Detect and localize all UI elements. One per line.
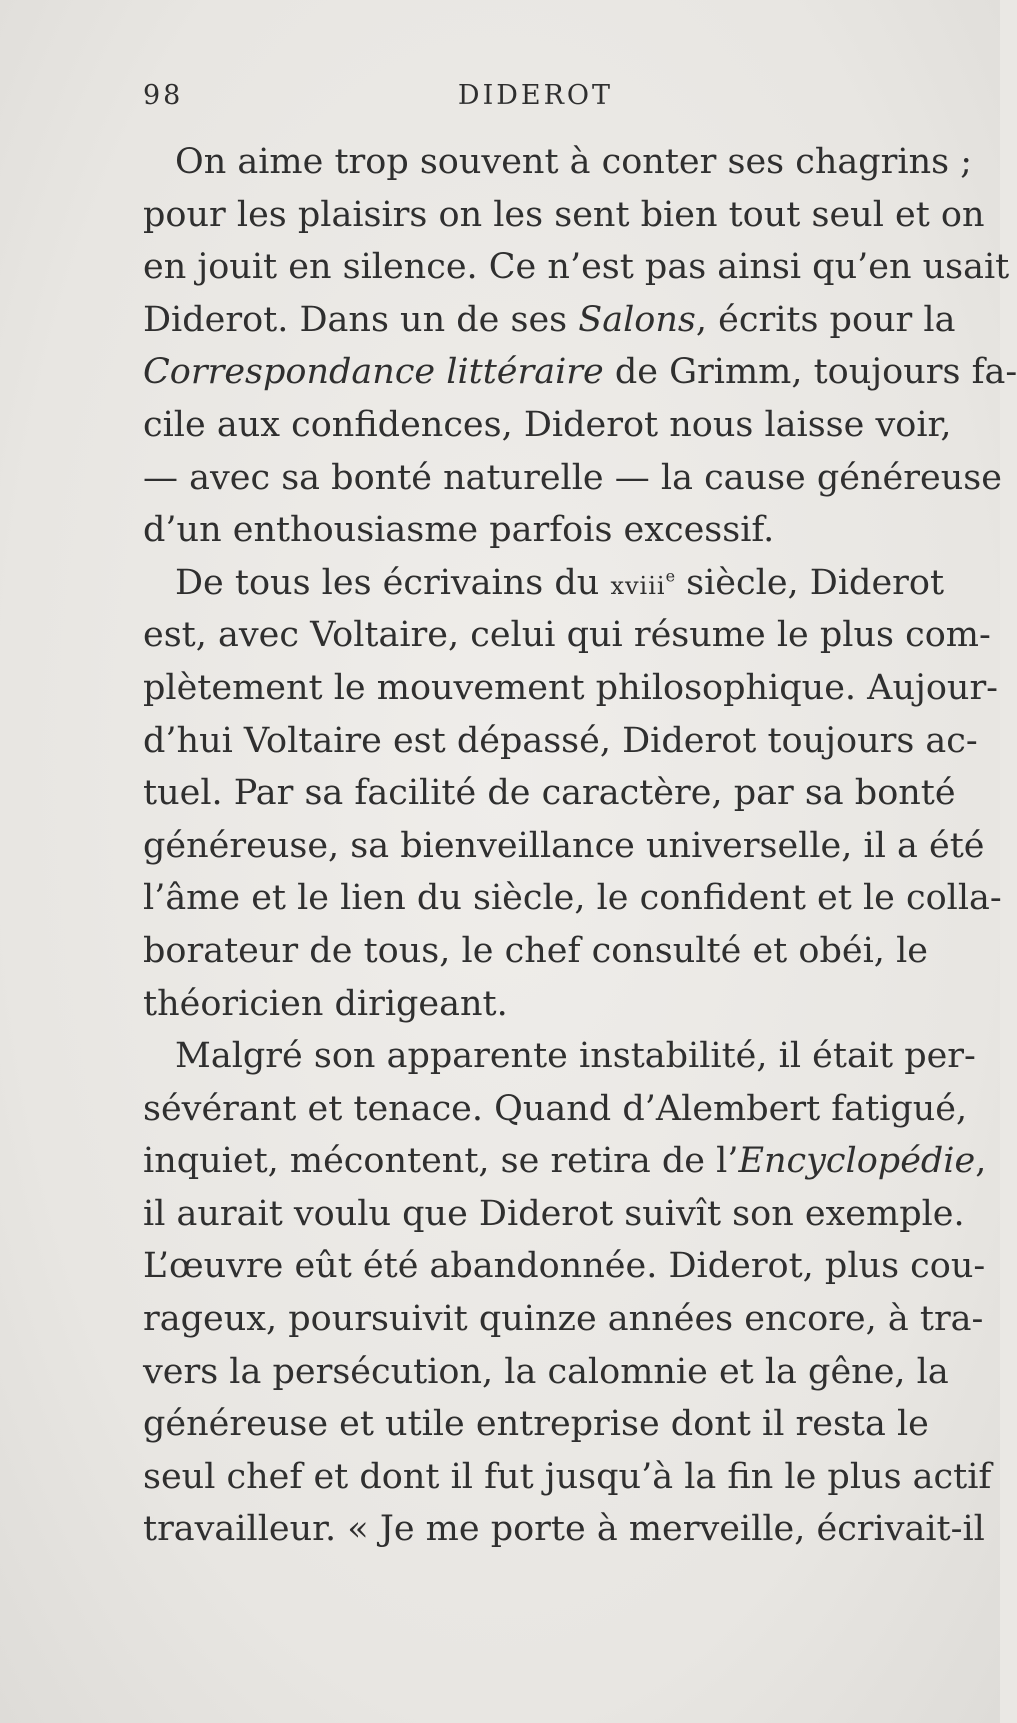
text-line: travailleur. « Je me porte à merveille, écrivait-il bbox=[143, 1509, 985, 1550]
page-number: 98 bbox=[143, 80, 184, 111]
text-line: est, avec Voltaire, celui qui résume le plus com- bbox=[143, 615, 991, 656]
text-line: en jouit en silence. Ce n’est pas ainsi qu’en usait bbox=[143, 247, 1010, 288]
text-line: rageux, poursuivit quinze années encore, à tra- bbox=[143, 1299, 984, 1340]
body-text bbox=[143, 136, 1017, 1556]
text-line: Diderot. Dans un de ses Salons, écrits pour la bbox=[143, 299, 956, 340]
text-line: d’hui Voltaire est dépassé, Diderot toujours ac- bbox=[143, 720, 978, 761]
text-line: généreuse et utile entreprise dont il resta le bbox=[143, 1404, 929, 1445]
text-line: sévérant et tenace. Quand d’Alembert fatigué, bbox=[143, 1088, 968, 1129]
text-line: L’œuvre eût été abandonnée. Diderot, plus cou- bbox=[143, 1246, 986, 1287]
text-line: plètement le mouvement philosophique. Aujour- bbox=[143, 667, 999, 708]
text-line: Malgré son apparente instabilité, il était per- bbox=[175, 1036, 976, 1077]
text-line: On aime trop souvent à conter ses chagrins ; bbox=[175, 142, 973, 182]
running-head bbox=[143, 80, 928, 116]
text-line: tuel. Par sa facilité de caractère, par sa bonté bbox=[143, 773, 956, 814]
text-line: seul chef et dont il fut jusqu’à la fin le plus actif bbox=[143, 1456, 992, 1497]
text-line: vers la persécution, la calomnie et la gêne, la bbox=[143, 1351, 949, 1392]
text-line: d’un enthousiasme parfois excessif. bbox=[143, 510, 775, 551]
text-line: inquiet, mécontent, se retira de l’Encyclopédie, bbox=[143, 1141, 987, 1182]
text-line: il aurait voulu que Diderot suivît son exemple. bbox=[143, 1193, 965, 1234]
text-line: l’âme et le lien du siècle, le confident et le colla- bbox=[143, 878, 1002, 919]
text-line: De tous les écrivains du xviii$^e$ siècle, Diderot bbox=[175, 562, 945, 603]
running-title: DIDEROT bbox=[457, 80, 614, 111]
text-line: borateur de tous, le chef consulté et obéi, le bbox=[143, 930, 928, 971]
text-line: généreuse, sa bienveillance universelle, il a été bbox=[143, 825, 985, 866]
text-line: théoricien dirigeant. bbox=[143, 983, 508, 1024]
text-line: cile aux confidences, Diderot nous laisse voir, bbox=[143, 404, 952, 445]
text-line: pour les plaisirs on les sent bien tout seul et on bbox=[143, 194, 985, 235]
text-line: — avec sa bonté naturelle — la cause généreuse bbox=[143, 457, 1002, 498]
text-line: Correspondance littéraire de Grimm, toujours fa- bbox=[143, 352, 1017, 393]
